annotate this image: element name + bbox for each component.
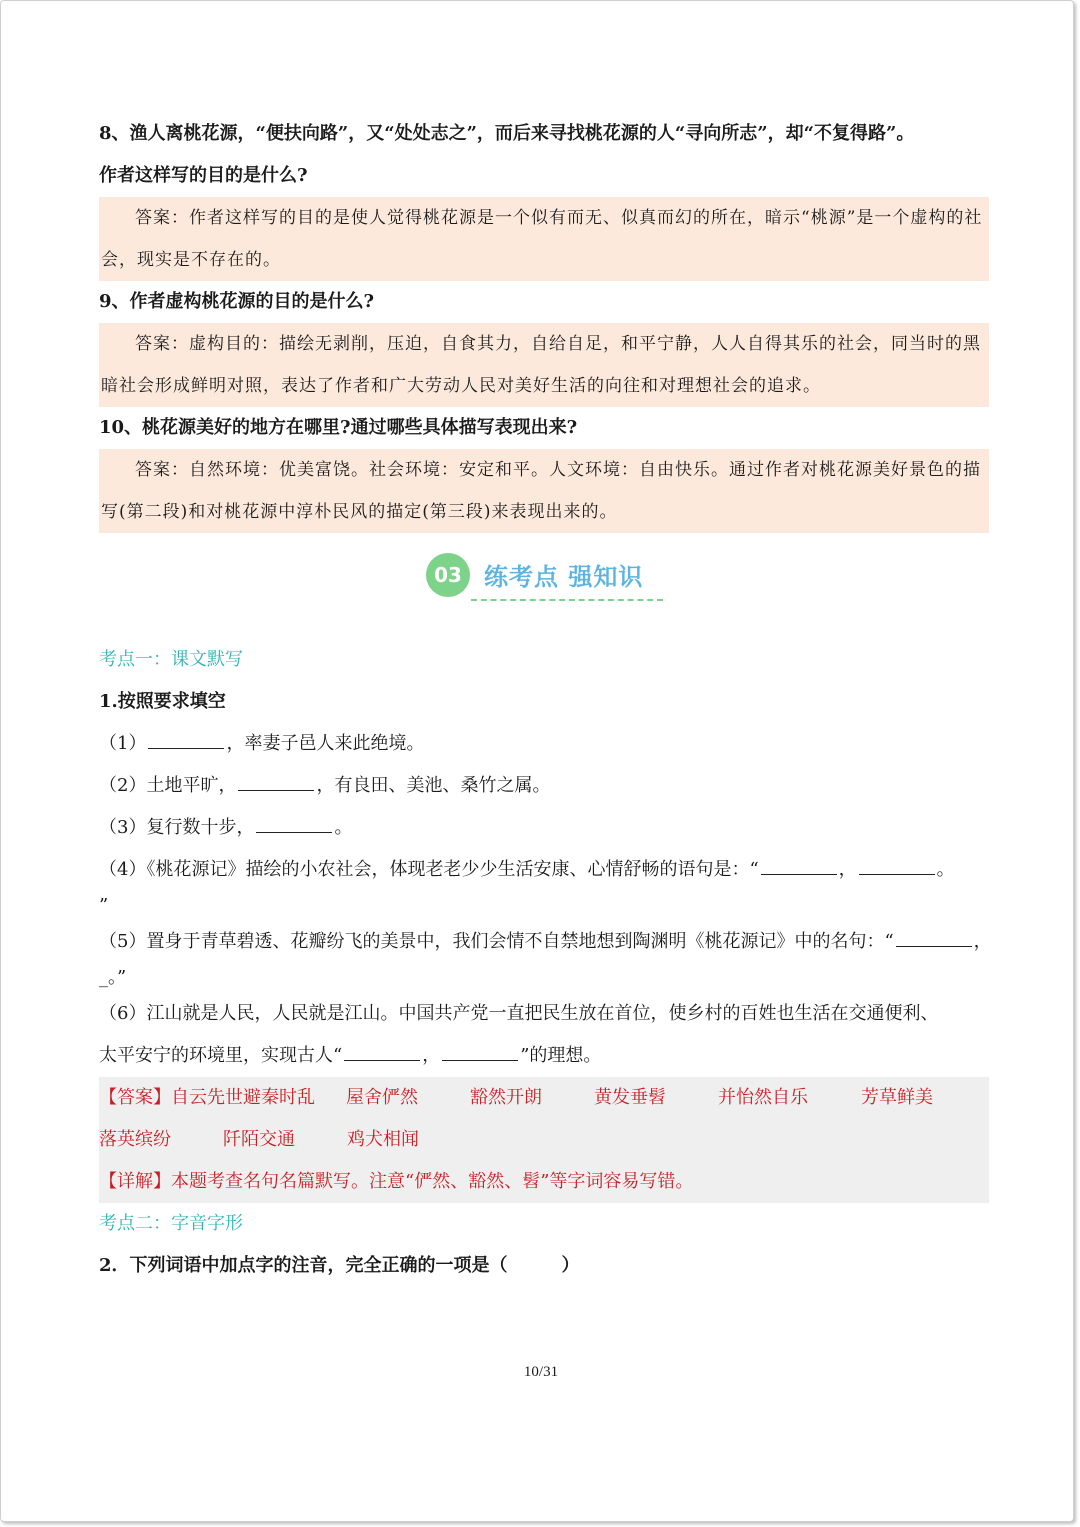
fill-item-1 (99, 723, 989, 765)
blank-line (148, 730, 224, 749)
answer-item: 阡陌交通 (223, 1129, 295, 1150)
section-underline (471, 599, 663, 601)
section-title: 练考点 强知识 (484, 563, 644, 591)
item-3-prefix: （3）复行数十步， (99, 817, 255, 838)
fill-item-4 (99, 849, 989, 891)
page-content (99, 113, 992, 1287)
question-9: 9、作者虚构桃花源的目的是什么? (99, 291, 375, 312)
answer-8-text: 答案：作者这样写的目的是使人觉得桃花源是一个似有而无、似真而幻的所在，暗示“桃源”是一个虚构的社会，现实是不存在的。 (101, 208, 983, 270)
answer-label: 【答案】 (99, 1087, 171, 1108)
task-2-title: 2．下列词语中加点字的注音，完全正确的一项是（ ） (99, 1255, 580, 1276)
task-1-title: 1.按照要求填空 (99, 691, 226, 712)
answer-item: 屋舍俨然 (346, 1087, 418, 1108)
answer-8 (99, 197, 989, 281)
fill-item-6-line2 (99, 1035, 989, 1077)
answer-row-2 (99, 1119, 989, 1161)
fill-item-5-wrap: _。” (99, 967, 127, 988)
item-6-prefix: 太平安宁的环境里，实现古人“ (99, 1045, 343, 1066)
blank-line (442, 1042, 518, 1061)
answer-10-text: 答案：自然环境：优美富饶。社会环境：安定和平。人文环境：自由快乐。通过作者对桃花源美好景色的描写(第二段)和对桃花源中淳朴民风的描定(第三段)来表现出来的。 (101, 460, 981, 522)
fill-item-3 (99, 807, 989, 849)
item-4-mid: ， (838, 859, 857, 880)
fill-item-5 (99, 921, 992, 963)
section-header (99, 533, 989, 639)
item-4-prefix: （4）《桃花源记》描绘的小农社会，体现老老少少生活安康、心情舒畅的语句是：“ (99, 859, 759, 880)
answer-item: 芳草鲜美 (861, 1087, 933, 1108)
item-6-suffix: ”的理想。 (520, 1045, 602, 1066)
answer-item: 黄发垂髫 (594, 1087, 666, 1108)
item-1-suffix: ，率妻子邑人来此绝境。 (226, 733, 425, 754)
answer-item: 鸡犬相闻 (347, 1129, 419, 1150)
question-10: 10、桃花源美好的地方在哪里?通过哪些具体描写表现出来? (99, 417, 578, 438)
item-3-suffix: 。 (334, 817, 353, 838)
blank-line (896, 928, 972, 947)
answer-row-1 (99, 1077, 989, 1119)
item-4-suffix: 。 (936, 859, 955, 880)
item-2-suffix: ，有良田、美池、桑竹之属。 (316, 775, 551, 796)
kaodian-2-heading: 考点二：字音字形 (99, 1213, 243, 1234)
blank-line (761, 856, 837, 875)
answer-10 (99, 449, 989, 533)
answer-9-text: 答案：虚构目的：描绘无剥削，压迫，自食其力，自给自足，和平宁静，人人自得其乐的社会，同当时的黑暗社会形成鲜明对照，表达了作者和广大劳动人民对美好生活的向往和对理想社会的追求。 (101, 334, 981, 396)
kaodian-1-heading: 考点一：课文默写 (99, 649, 243, 670)
question-8-line2: 作者这样写的目的是什么? (99, 165, 308, 186)
answer-item: 豁然开朗 (470, 1087, 542, 1108)
answer-item: 并怡然自乐 (718, 1087, 808, 1108)
fill-item-4-wrap: ” (99, 895, 109, 916)
answer-item: 自云先世避秦时乱 (171, 1087, 315, 1108)
answer-9 (99, 323, 989, 407)
blank-line (256, 814, 332, 833)
section-number-badge: 03 (426, 553, 470, 597)
item-1-prefix: （1） (99, 733, 147, 754)
fill-item-6-line1: （6）江山就是人民，人民就是江山。中国共产党一直把民生放在首位，使乡村的百姓也生活在交通便利、 (99, 1003, 939, 1024)
page-number: 10/31 (523, 1364, 559, 1380)
answer-box (99, 1077, 989, 1203)
blank-line (238, 772, 314, 791)
item-5-prefix: （5）置身于青草碧透、花瓣纷飞的美景中，我们会情不自禁地想到陶渊明《桃花源记》中的名句：“ (99, 931, 894, 952)
item-6-mid: ， (422, 1045, 441, 1066)
item-2-prefix: （2）土地平旷， (99, 775, 237, 796)
item-5-suffix: ， (973, 931, 992, 952)
fill-item-2 (99, 765, 989, 807)
question-8-line1: 8、渔人离桃花源，“便扶向路”，又“处处志之”，而后来寻找桃花源的人“寻向所志”，却“不复得路”。 (99, 123, 915, 144)
answer-item: 落英缤纷 (99, 1129, 171, 1150)
answer-detail: 【详解】本题考查名句名篇默写。注意“俨然、豁然、髫”等字词容易写错。 (99, 1171, 694, 1192)
blank-line (859, 856, 935, 875)
blank-line (344, 1042, 420, 1061)
